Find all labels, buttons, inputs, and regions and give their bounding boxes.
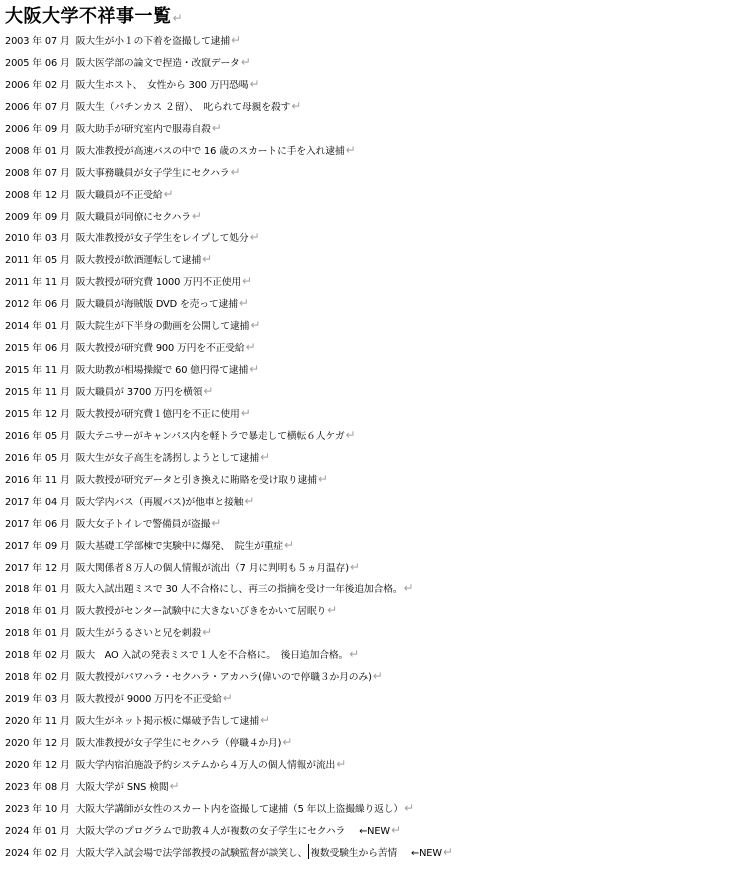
list-item bbox=[5, 227, 743, 249]
entry-date: 2008 年 12 月 bbox=[5, 189, 70, 201]
entry-text: 阪大事務職員が女子学生にセクハラ bbox=[75, 167, 230, 179]
list-item bbox=[5, 688, 743, 710]
list-item bbox=[5, 52, 743, 74]
paragraph-mark-icon: ↵ bbox=[345, 142, 356, 157]
entry-text: 阪大教授が研究データと引き換えに賄賂を受け取り逮捕 bbox=[75, 474, 317, 486]
paragraph-mark-icon: ↵ bbox=[404, 800, 414, 815]
list-item bbox=[5, 557, 743, 579]
entry-date: 2024 年 02 月 bbox=[5, 847, 70, 859]
entry-text: 阪大 AO 入試の発表ミスで１人を不合格に。 後日追加合格。 bbox=[75, 650, 349, 662]
entry-text: 大阪大学講師が女性のスカート内を盗撮して逮捕（5 年以上盗撮繰り返し） bbox=[75, 803, 404, 815]
paragraph-mark-icon: ↵ bbox=[345, 427, 356, 442]
paragraph-mark-icon: ↵ bbox=[390, 822, 401, 837]
entry-text: 阪大教授が研究費 1000 万円不正使用 bbox=[75, 277, 242, 289]
list-item bbox=[5, 96, 743, 118]
entry-text: 阪大生がネット掲示板に爆破予告して逮捕 bbox=[75, 716, 259, 728]
entry-text: 阪大テニサーがキャンパス内を軽トラで暴走して横転６人ケガ bbox=[75, 430, 345, 442]
entry-text: 阪大学内宿泊施設予約システムから４万人の個人情報が流出 bbox=[75, 759, 336, 771]
paragraph-mark-icon: ↵ bbox=[191, 208, 202, 223]
entry-text: 大阪大学が SNS 検閲 bbox=[75, 781, 169, 793]
entry-text: 阪大生が女子高生を誘拐しようとして逮捕 bbox=[75, 452, 259, 464]
document-body[interactable] bbox=[5, 4, 743, 864]
list-item bbox=[5, 754, 743, 776]
entry-text: 大阪大学のプログラムで助教４人が複数の女子学生にセクハラ bbox=[75, 825, 346, 837]
paragraph-mark-icon: ↵ bbox=[230, 164, 241, 179]
list-item bbox=[5, 206, 743, 228]
entry-date: 2015 年 12 月 bbox=[5, 408, 70, 420]
entry-date: 2017 年 09 月 bbox=[5, 540, 70, 552]
entry-date: 2006 年 02 月 bbox=[5, 79, 70, 91]
list-item bbox=[5, 666, 743, 688]
entry-date: 2006 年 09 月 bbox=[5, 123, 70, 135]
entry-text: 大阪大学入試会場で法学部教授の試験監督が談笑し、 複数受験生から苦情 bbox=[76, 848, 397, 859]
paragraph-mark-icon: ↵ bbox=[240, 405, 251, 420]
list-item bbox=[5, 140, 743, 162]
list-item bbox=[5, 118, 743, 140]
paragraph-mark-icon: ↵ bbox=[203, 384, 214, 398]
paragraph-mark-icon: ↵ bbox=[244, 493, 255, 508]
paragraph-mark-icon: ↵ bbox=[231, 33, 241, 47]
entry-date: 2017 年 06 月 bbox=[5, 518, 70, 530]
paragraph-mark-icon: ↵ bbox=[317, 471, 328, 486]
entry-date: 2011 年 11 月 bbox=[5, 277, 70, 289]
entry-date: 2015 年 11 月 bbox=[5, 387, 70, 398]
list-item bbox=[5, 513, 743, 535]
paragraph-mark-icon: ↵ bbox=[259, 713, 270, 728]
list-item bbox=[5, 820, 743, 842]
paragraph-mark-icon: ↵ bbox=[202, 252, 213, 267]
paragraph-mark-icon: ↵ bbox=[172, 11, 183, 25]
entry-text: 阪大生ホスト、 女性から 300 万円恐喝 bbox=[75, 79, 249, 91]
entry-date: 2024 年 01 月 bbox=[5, 825, 70, 837]
list-item bbox=[5, 622, 743, 644]
entry-text: 阪大教授がセンター試験中に大きないびきをかいて居眠り bbox=[75, 606, 327, 618]
entry-text: 阪大准教授が女子学生にセクハラ（停職４か月) bbox=[75, 738, 282, 749]
entry-text: 阪大医学部の論文で捏造・改竄データ bbox=[75, 57, 240, 69]
entry-date: 2018 年 01 月 bbox=[5, 606, 70, 618]
paragraph-mark-icon: ↵ bbox=[249, 230, 260, 245]
entry-text: 阪大基礎工学部棟で実験中に爆発、 院生が重症 bbox=[75, 540, 284, 552]
list-item bbox=[5, 776, 743, 798]
paragraph-mark-icon: ↵ bbox=[403, 581, 414, 596]
entry-date: 2010 年 03 月 bbox=[5, 233, 70, 245]
entry-date: 2018 年 01 月 bbox=[5, 628, 70, 640]
list-item bbox=[5, 644, 743, 666]
paragraph-mark-icon: ↵ bbox=[163, 186, 174, 201]
entry-text: 阪大院生が下半身の動画を公開して逮捕 bbox=[75, 321, 250, 333]
list-item bbox=[5, 710, 743, 732]
new-badge: ←NEW bbox=[359, 825, 390, 837]
new-badge: ←NEW bbox=[411, 847, 442, 859]
entry-date: 2016 年 05 月 bbox=[5, 452, 70, 464]
paragraph-mark-icon: ↵ bbox=[349, 559, 360, 574]
paragraph-mark-icon: ↵ bbox=[211, 515, 222, 530]
entry-text: 阪大職員が 3700 万円を横領 bbox=[75, 387, 203, 398]
paragraph-mark-icon: ↵ bbox=[249, 362, 260, 377]
list-item bbox=[5, 162, 743, 184]
entry-text: 阪大関係者８万人の個人情報が流出（7 月に判明も５ヵ月温存) bbox=[75, 562, 349, 574]
list-item bbox=[5, 359, 743, 381]
list-item bbox=[5, 403, 743, 425]
paragraph-mark-icon: ↵ bbox=[245, 340, 256, 355]
list-item bbox=[5, 337, 743, 359]
entry-date: 2023 年 08 月 bbox=[5, 781, 70, 793]
entry-text: 阪大教授が 9000 万円を不正受給 bbox=[75, 694, 222, 706]
entry-date: 2018 年 02 月 bbox=[5, 650, 70, 662]
paragraph-mark-icon: ↵ bbox=[242, 274, 252, 289]
entry-date: 2016 年 11 月 bbox=[5, 474, 70, 486]
entry-date: 2003 年 07 月 bbox=[5, 36, 70, 47]
text-caret bbox=[308, 844, 309, 859]
paragraph-mark-icon: ↵ bbox=[291, 98, 302, 113]
entry-text: 阪大准教授が女子学生をレイプして処分 bbox=[75, 233, 249, 245]
entry-date: 2018 年 01 月 bbox=[5, 584, 70, 596]
paragraph-mark-icon: ↵ bbox=[202, 625, 213, 640]
entry-date: 2011 年 05 月 bbox=[5, 255, 70, 267]
entry-text: 阪大助教が相場操縦で 60 億円得て逮捕 bbox=[75, 365, 249, 377]
list-item bbox=[5, 491, 743, 513]
paragraph-mark-icon: ↵ bbox=[336, 756, 347, 771]
paragraph-mark-icon: ↵ bbox=[349, 647, 360, 662]
incident-list bbox=[5, 30, 743, 864]
entry-date: 2023 年 10 月 bbox=[5, 803, 70, 815]
entry-text: 阪大生が小１の下着を盗撮して逮捕 bbox=[75, 36, 231, 47]
title-line bbox=[5, 4, 743, 30]
entry-text: 阪大教授が研究費１億円を不正に使用 bbox=[75, 408, 240, 420]
entry-date: 2012 年 06 月 bbox=[5, 299, 70, 311]
list-item bbox=[5, 578, 743, 600]
list-item bbox=[5, 798, 743, 820]
list-item bbox=[5, 535, 743, 557]
list-item bbox=[5, 249, 743, 271]
entry-date: 2008 年 01 月 bbox=[5, 145, 70, 157]
entry-date: 2017 年 04 月 bbox=[5, 496, 70, 508]
entry-text: 阪大教授がパワハラ・セクハラ・アカハラ(偉いので停職３か月のみ) bbox=[75, 672, 372, 684]
entry-date: 2006 年 07 月 bbox=[5, 101, 70, 113]
document-title: 大阪大学不祥事一覧 bbox=[5, 6, 172, 27]
entry-text: 阪大学内バス（再履バス)が他車と接触 bbox=[75, 496, 244, 508]
entry-date: 2015 年 11 月 bbox=[5, 365, 70, 377]
entry-date: 2018 年 02 月 bbox=[5, 672, 70, 684]
list-item bbox=[5, 271, 743, 293]
paragraph-mark-icon: ↵ bbox=[284, 537, 294, 552]
entry-date: 2020 年 11 月 bbox=[5, 716, 70, 728]
paragraph-mark-icon: ↵ bbox=[327, 603, 338, 618]
list-item bbox=[5, 732, 743, 754]
entry-text: 阪大入試出題ミスで 30 人不合格にし、再三の指摘を受け一年後追加合格。 bbox=[75, 584, 403, 596]
list-item bbox=[5, 30, 743, 52]
paragraph-mark-icon: ↵ bbox=[240, 54, 251, 69]
list-item bbox=[5, 447, 743, 469]
entry-text: 阪大職員が同僚にセクハラ bbox=[75, 211, 191, 223]
list-item bbox=[5, 469, 743, 491]
entry-date: 2008 年 07 月 bbox=[5, 167, 70, 179]
paragraph-mark-icon: ↵ bbox=[259, 449, 270, 464]
entry-date: 2015 年 06 月 bbox=[5, 343, 70, 355]
list-item bbox=[5, 381, 743, 403]
entry-date: 2005 年 06 月 bbox=[5, 57, 70, 69]
entry-text: 阪大准教授が高速バスの中で 16 歳のスカートに手を入れ逮捕 bbox=[75, 145, 345, 157]
paragraph-mark-icon: ↵ bbox=[222, 691, 233, 706]
entry-date: 2016 年 05 月 bbox=[5, 430, 70, 442]
entry-text: 阪大生（パチンカス ２留）、 叱られて母親を殺す bbox=[75, 101, 291, 113]
entry-date: 2009 年 09 月 bbox=[5, 211, 70, 223]
entry-text: 阪大教授が飲酒運転して逮捕 bbox=[75, 255, 202, 267]
paragraph-mark-icon: ↵ bbox=[282, 735, 293, 749]
paragraph-mark-icon: ↵ bbox=[169, 778, 180, 793]
entry-date: 2019 年 03 月 bbox=[5, 694, 70, 706]
entry-date: 2017 年 12 月 bbox=[5, 562, 70, 574]
entry-text: 阪大職員が海賊版 DVD を売って逮捕 bbox=[75, 299, 238, 311]
entry-date: 2014 年 01 月 bbox=[5, 321, 70, 333]
paragraph-mark-icon: ↵ bbox=[442, 844, 453, 859]
entry-text: 阪大助手が研究室内で服毒自殺 bbox=[75, 123, 211, 135]
list-item bbox=[5, 842, 743, 864]
list-item bbox=[5, 425, 743, 447]
entry-date: 2020 年 12 月 bbox=[5, 759, 70, 771]
list-item bbox=[5, 184, 743, 206]
list-item bbox=[5, 293, 743, 315]
entry-text: 阪大女子トイレで警備員が盗撮 bbox=[75, 518, 211, 530]
entry-text: 阪大生がうるさいと兄を刺殺 bbox=[75, 628, 202, 640]
paragraph-mark-icon: ↵ bbox=[250, 318, 261, 333]
paragraph-mark-icon: ↵ bbox=[372, 669, 383, 684]
list-item bbox=[5, 74, 743, 96]
paragraph-mark-icon: ↵ bbox=[211, 120, 222, 135]
list-item bbox=[5, 315, 743, 337]
paragraph-mark-icon: ↵ bbox=[238, 296, 249, 311]
entry-text: 阪大職員が不正受給 bbox=[75, 189, 163, 201]
entry-date: 2020 年 12 月 bbox=[5, 738, 70, 749]
paragraph-mark-icon: ↵ bbox=[249, 76, 260, 91]
entry-text: 阪大教授が研究費 900 万円を不正受給 bbox=[75, 343, 245, 355]
list-item bbox=[5, 600, 743, 622]
